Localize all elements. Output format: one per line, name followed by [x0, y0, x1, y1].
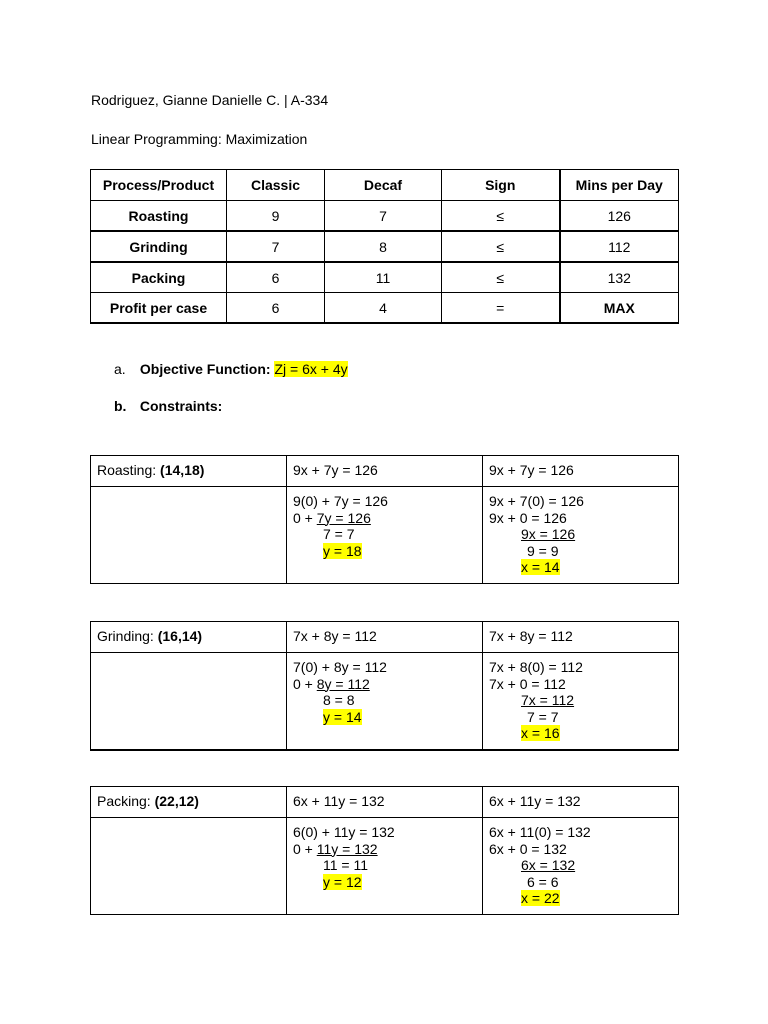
constraint-equation: 6x + 11y = 132: [287, 787, 483, 818]
table-cell: 112: [560, 231, 679, 262]
calc-line: 6x = 132: [521, 857, 576, 873]
constraint-point: (14,18): [160, 462, 205, 478]
constraint-name-cell: [91, 622, 287, 653]
calc-line: 9(0) + 7y = 126: [293, 493, 388, 509]
document-subtitle: Linear Programming: Maximization: [91, 131, 308, 147]
constraint-equation: 7x + 8y = 112: [483, 622, 679, 653]
table-cell: ≤: [442, 262, 560, 293]
table-cell: 9: [227, 201, 325, 232]
constraint-point: (22,12): [154, 793, 199, 809]
empty-cell: [91, 487, 287, 584]
solve-y-cell: [287, 487, 483, 584]
list-marker: a.: [114, 361, 126, 377]
calc-line: 7x = 112: [521, 692, 575, 708]
calc-result: x = 14: [521, 559, 560, 575]
constraint-equation: 9x + 7y = 126: [287, 456, 483, 487]
objective-value: Zj = 6x + 4y: [274, 361, 348, 377]
table-cell: 126: [560, 201, 679, 232]
calc-line: 7 = 7: [323, 526, 355, 542]
constraint-name: Roasting:: [97, 462, 157, 478]
solve-x-cell: [483, 818, 679, 915]
table-cell: Profit per case: [91, 293, 227, 324]
constraint-equation: 9x + 7y = 126: [483, 456, 679, 487]
solve-y-cell: [287, 818, 483, 915]
constraint-point: (16,14): [157, 628, 203, 644]
calc-line: 6(0) + 11y = 132: [293, 824, 395, 840]
solve-x-cell: [483, 487, 679, 584]
calc-result: x = 22: [521, 890, 560, 906]
table-row: [91, 201, 679, 232]
table-cell: 4: [325, 293, 442, 324]
constraint-name: Packing:: [97, 793, 151, 809]
constraint-table-packing: [90, 786, 679, 915]
calc-line: 0 + 7y = 126: [293, 509, 371, 526]
calc-result: y = 14: [323, 708, 362, 725]
constraint-equation: 6x + 11y = 132: [483, 787, 679, 818]
calc-result: x = 16: [521, 725, 560, 741]
table-cell: 6: [227, 293, 325, 324]
table-cell: 11: [325, 262, 442, 293]
constraints-heading: [114, 398, 222, 414]
table-cell: 6: [227, 262, 325, 293]
constraint-table-roasting: [90, 455, 679, 584]
calc-line: 0 + 8y = 112: [293, 675, 370, 692]
table-cell: MAX: [560, 293, 679, 324]
table-header-row: [91, 170, 679, 201]
calc-line: 6x + 11(0) = 132: [489, 824, 591, 840]
constraint-equation: 7x + 8y = 112: [287, 622, 483, 653]
table-header-cell: Sign: [442, 170, 560, 201]
objective-function: [114, 361, 348, 377]
table-row: [91, 293, 679, 324]
table-cell: 7: [325, 201, 442, 232]
calc-line: 7 = 7: [527, 708, 559, 725]
document-header: Rodriguez, Gianne Danielle C. | A-334: [91, 92, 329, 108]
constraints-label: Constraints:: [139, 398, 223, 414]
table-cell: ≤: [442, 201, 560, 232]
calc-result: y = 18: [323, 542, 362, 559]
calc-line: 11 = 11: [323, 857, 369, 873]
table-row: [91, 262, 679, 293]
constraint-name-cell: [91, 456, 287, 487]
calc-result: y = 12: [323, 873, 362, 890]
constraint-name-cell: [91, 787, 287, 818]
calc-line: 7(0) + 8y = 112: [293, 659, 387, 675]
table-cell: 7: [227, 231, 325, 262]
calc-line: 9 = 9: [527, 542, 559, 559]
table-header-cell: Process/Product: [91, 170, 227, 201]
table-cell: Packing: [91, 262, 227, 293]
calc-line: 6 = 6: [527, 873, 559, 890]
table-cell: 8: [325, 231, 442, 262]
table-header-cell: Classic: [227, 170, 325, 201]
empty-cell: [91, 653, 287, 751]
calc-line: 6x + 0 = 132: [489, 840, 567, 857]
table-header-cell: Mins per Day: [560, 170, 679, 201]
calc-line: 0 + 11y = 132: [293, 840, 378, 857]
objective-label: Objective Function:: [139, 361, 271, 377]
calc-line: 9x + 0 = 126: [489, 509, 567, 526]
table-header-cell: Decaf: [325, 170, 442, 201]
constraint-table-grinding: [90, 621, 679, 751]
calc-line: 7x + 8(0) = 112: [489, 659, 583, 675]
table-cell: Roasting: [91, 201, 227, 232]
table-cell: =: [442, 293, 560, 324]
calc-line: 8 = 8: [323, 692, 355, 708]
calc-line: 7x + 0 = 112: [489, 675, 566, 692]
table-cell: ≤: [442, 231, 560, 262]
constraint-name: Grinding:: [97, 628, 154, 644]
solve-x-cell: [483, 653, 679, 751]
solve-y-cell: [287, 653, 483, 751]
table-cell: Grinding: [91, 231, 227, 262]
empty-cell: [91, 818, 287, 915]
calc-line: 9x + 7(0) = 126: [489, 493, 584, 509]
list-marker: b.: [114, 398, 127, 414]
table-cell: 132: [560, 262, 679, 293]
table-row: [91, 231, 679, 262]
process-product-table: [90, 169, 679, 324]
calc-line: 9x = 126: [521, 526, 576, 542]
